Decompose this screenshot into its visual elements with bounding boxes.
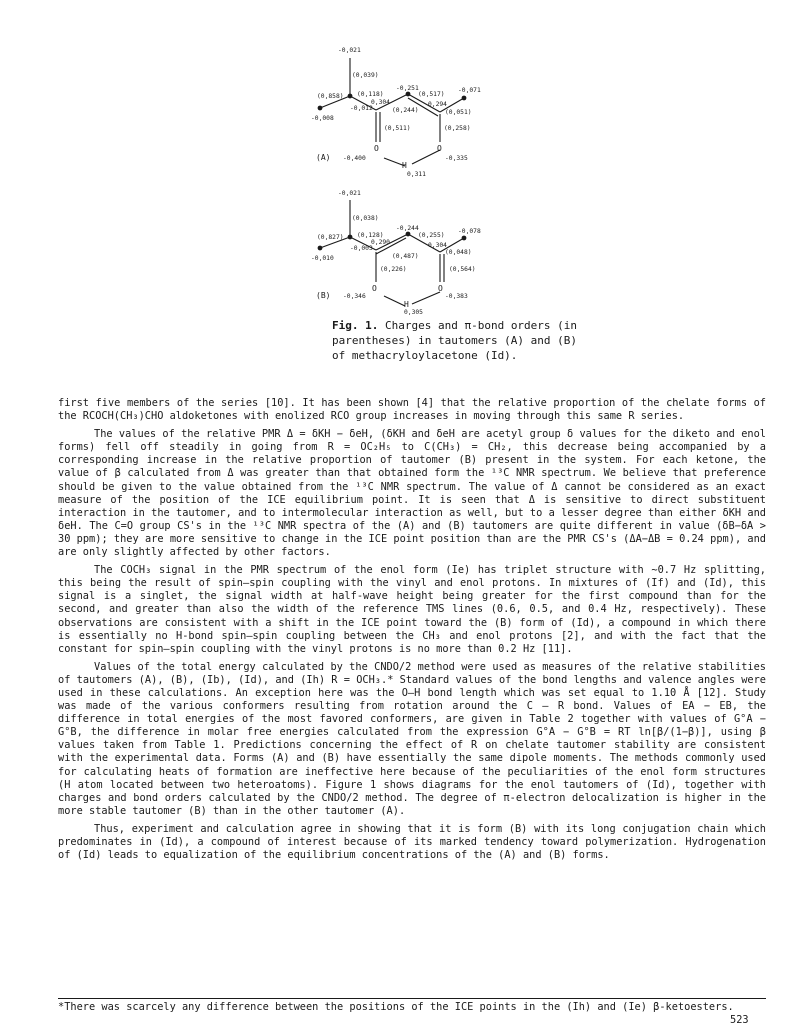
tautomer-b-o1-charge: -0,346 [343, 293, 366, 300]
tautomer-b-c3-charge: -0,244 [396, 225, 419, 232]
paragraph: The COCH₃ signal in the PMR spectrum of the enol form (Ie) has triplet structure with ~0.7 Hz splitting, this being the result of spin–spin coupling with the vinyl and enol protons. In mixtures of (If) and (Id), this signal is a singlet, the signal width at half-wave height being greater for the first compound than for the second, and greater than also the width of the reference TMS lines (0.6, 0.5, and 0.4 Hz, respectively). These observations are consistent with a shift in the ICE point toward the (B) form of (Id), a compound in which there is essentially no H-bond spin–spin coupling between the CH₃ and enol protons [2], and with the fact that the constant for spin–spin coupling with the vinyl protons is no more than 0.2 Hz [11]. [58, 564, 766, 655]
tautomer-b-c3c4-order: (0,255) [418, 232, 445, 239]
paragraph: The values of the relative PMR Δ = δKH − δeH, (δKH and δeH are acetyl group δ values for the diketo and enol forms) fell off steadily in going from R = OC₂H₅ to C(CH₃) = CH₂, this decrease being accompanied by a corresponding increase in the relative proportion of tautomer (B) present in the system. For each ketone, the value of β calculated from Δ was greater than that obtained form the ¹³C NMR spectrum. We believe that preference should be given to the value obtained from the ¹³C NMR spectrum. The value of Δ cannot be considered as an exact measure of the position of the ICE equilibrium point. It is seen that Δ is sensitive to direct substituent interaction in the tautomer, and to intermolecular interaction as well, but to a lesser degree than either δKH and δeH. The C=O group CS's in the ¹³C NMR spectra of the (A) and (B) tautomers are quite different in value (δB−δA > 30 ppm); they are more sensitive to change in the ICE point position than are the PMR CS's (ΔA−ΔB = 0.24 ppm), and are only slightly affected by other factors. [58, 428, 766, 559]
tautomer-a-o2-charge: -0,335 [445, 155, 468, 162]
tautomer-a-c1-order: (0,118) [357, 91, 384, 98]
tautomer-a-label: (A) [316, 153, 331, 162]
tautomer-a-o2-atom: O [437, 144, 442, 153]
tautomer-a-left-order: (0,858) [317, 93, 344, 100]
tautomer-b-label: (B) [316, 291, 331, 300]
tautomer-b-c2c3-order: (0,487) [392, 253, 419, 260]
figure-1-diagram [300, 30, 530, 315]
tautomer-b-top-charge: -0,021 [338, 190, 361, 197]
tautomer-b-ch3r-charge: -0,078 [458, 228, 481, 235]
tautomer-b-ch3r-order: (0,048) [445, 249, 472, 256]
tautomer-a-co1-order: (0,511) [384, 125, 411, 132]
paragraph: Values of the total energy calculated by the CNDO/2 method were used as measures of the relative stabilities of tautomers (A), (B), (Ib), (Id), and (Ih) R = OCH₃.* Standard values of the bond lengths and valence angles were used in these calculations. An exception here was the O–H bond length which was set equal to 1.10 Å [12]. Study was made of the various conformers resulting from rotation around the C – R bond. Values of EA − EB, the difference in total energies of the most favored conformers, are given in Table 2 together with values of G°A − G°B, the difference in molar free energies calculated from the expression G°A − G°B = RT ln[β/(1−β)], using β values taken from Table 1. Predictions concerning the effect of R on chelate tautomer stability are consistent with the experimental data. Forms (A) and (B) have essentially the same dipole moments. The methods commonly used for calculating heats of formation are ineffective here because of the peculiarities of the enol form structures (H atom located between two heteroatoms). Figure 1 shows diagrams for the enol tautomers of (Id), together with charges and bond orders calculated by the CNDO/2 method. The degree of π-electron delocalization is higher in the more stable tautomer (B) than in the other tautomer (A). [58, 660, 766, 817]
tautomer-b-ch3-order: (0,038) [352, 215, 379, 222]
tautomer-a-atom-ch3 [462, 96, 467, 101]
tautomer-b-atom-c3 [406, 232, 411, 237]
tautomer-b-h-charge: 0,305 [404, 309, 423, 315]
tautomer-a-h-atom: H [402, 161, 407, 170]
tautomer-b-left-order: (0,827) [317, 234, 344, 241]
tautomer-b-c2-charge: 0,290 [371, 239, 390, 246]
tautomer-b-atom-ch2 [318, 246, 323, 251]
figure-caption-text: Charges and π-bond orders (in parentheses) in tautomers (A) and (B) of methacryloylacetone (Id). [332, 319, 578, 362]
footnote: *There was scarcely any difference between the positions of the ICE points in the (Ih) and (Ie) β-ketoesters. [58, 998, 766, 1014]
tautomer-a-co2-order: (0,258) [444, 125, 471, 132]
tautomer-a-c2-charge: 0,304 [371, 99, 390, 106]
figure-caption-label: Fig. 1. [332, 319, 379, 332]
tautomer-b-co2-order: (0,564) [449, 266, 476, 273]
figure-caption [332, 318, 592, 363]
tautomer-b-c4-charge: 0,304 [428, 242, 447, 249]
paragraph: first five members of the series [10]. It has been shown [4] that the relative proportion of the chelate forms of the RCOCH(CH₃)CHO aldoketones with enolized RCO group increases in moving through this same R series. [58, 397, 766, 423]
figure-1 [300, 30, 530, 315]
tautomer-a-top-charge: -0,021 [338, 47, 361, 54]
tautomer-a-h-charge: 0,311 [407, 171, 426, 178]
tautomer-a-ch3-order: (0,039) [352, 72, 379, 79]
tautomer-a-c3c4-order: (0,517) [418, 91, 445, 98]
tautomer-b-atom-ch3 [462, 236, 467, 241]
tautomer-b-co1-order: (0,226) [380, 266, 407, 273]
tautomer-a-c1-charge: -0,012 [350, 105, 373, 112]
tautomer-a-o1-atom: O [374, 144, 379, 153]
tautomer-a-left-h-charge: -0,008 [311, 115, 334, 122]
tautomer-a-c3-charge: -0,251 [396, 85, 419, 92]
paragraph: Thus, experiment and calculation agree in showing that it is form (B) with its long conjugation chain which predominates in (Id), a compound of interest because of its marked tendency toward polymerization. Hydrogenation of (Id) leads to equalization of the equilibrium concentrations of the (A) and (B) forms. [58, 822, 766, 862]
tautomer-a-atom-ch2 [318, 106, 323, 111]
tautomer-b-c1-order: (0,128) [357, 232, 384, 239]
tautomer-b-atom-c1 [348, 235, 353, 240]
tautomer-b-c1-charge: -0,003 [350, 245, 373, 252]
tautomer-a-c2c3-order: (0,244) [392, 107, 419, 114]
tautomer-a-o1-charge: -0,400 [343, 155, 366, 162]
tautomer-a-atom-c3 [406, 92, 411, 97]
body-text [58, 397, 766, 867]
tautomer-a-c4-charge: 0,294 [428, 101, 447, 108]
tautomer-a-ch3r-order: (0,051) [445, 109, 472, 116]
tautomer-b-o2-charge: -0,383 [445, 293, 468, 300]
tautomer-b-left-h-charge: -0,010 [311, 255, 334, 262]
tautomer-a-atom-c1 [348, 94, 353, 99]
tautomer-b-h-atom: H [404, 300, 409, 309]
tautomer-a-ch3r-charge: -0,071 [458, 87, 481, 94]
page-number: 523 [730, 1014, 749, 1026]
tautomer-b-o2-atom: O [438, 284, 443, 293]
tautomer-b-o1-atom: O [372, 284, 377, 293]
